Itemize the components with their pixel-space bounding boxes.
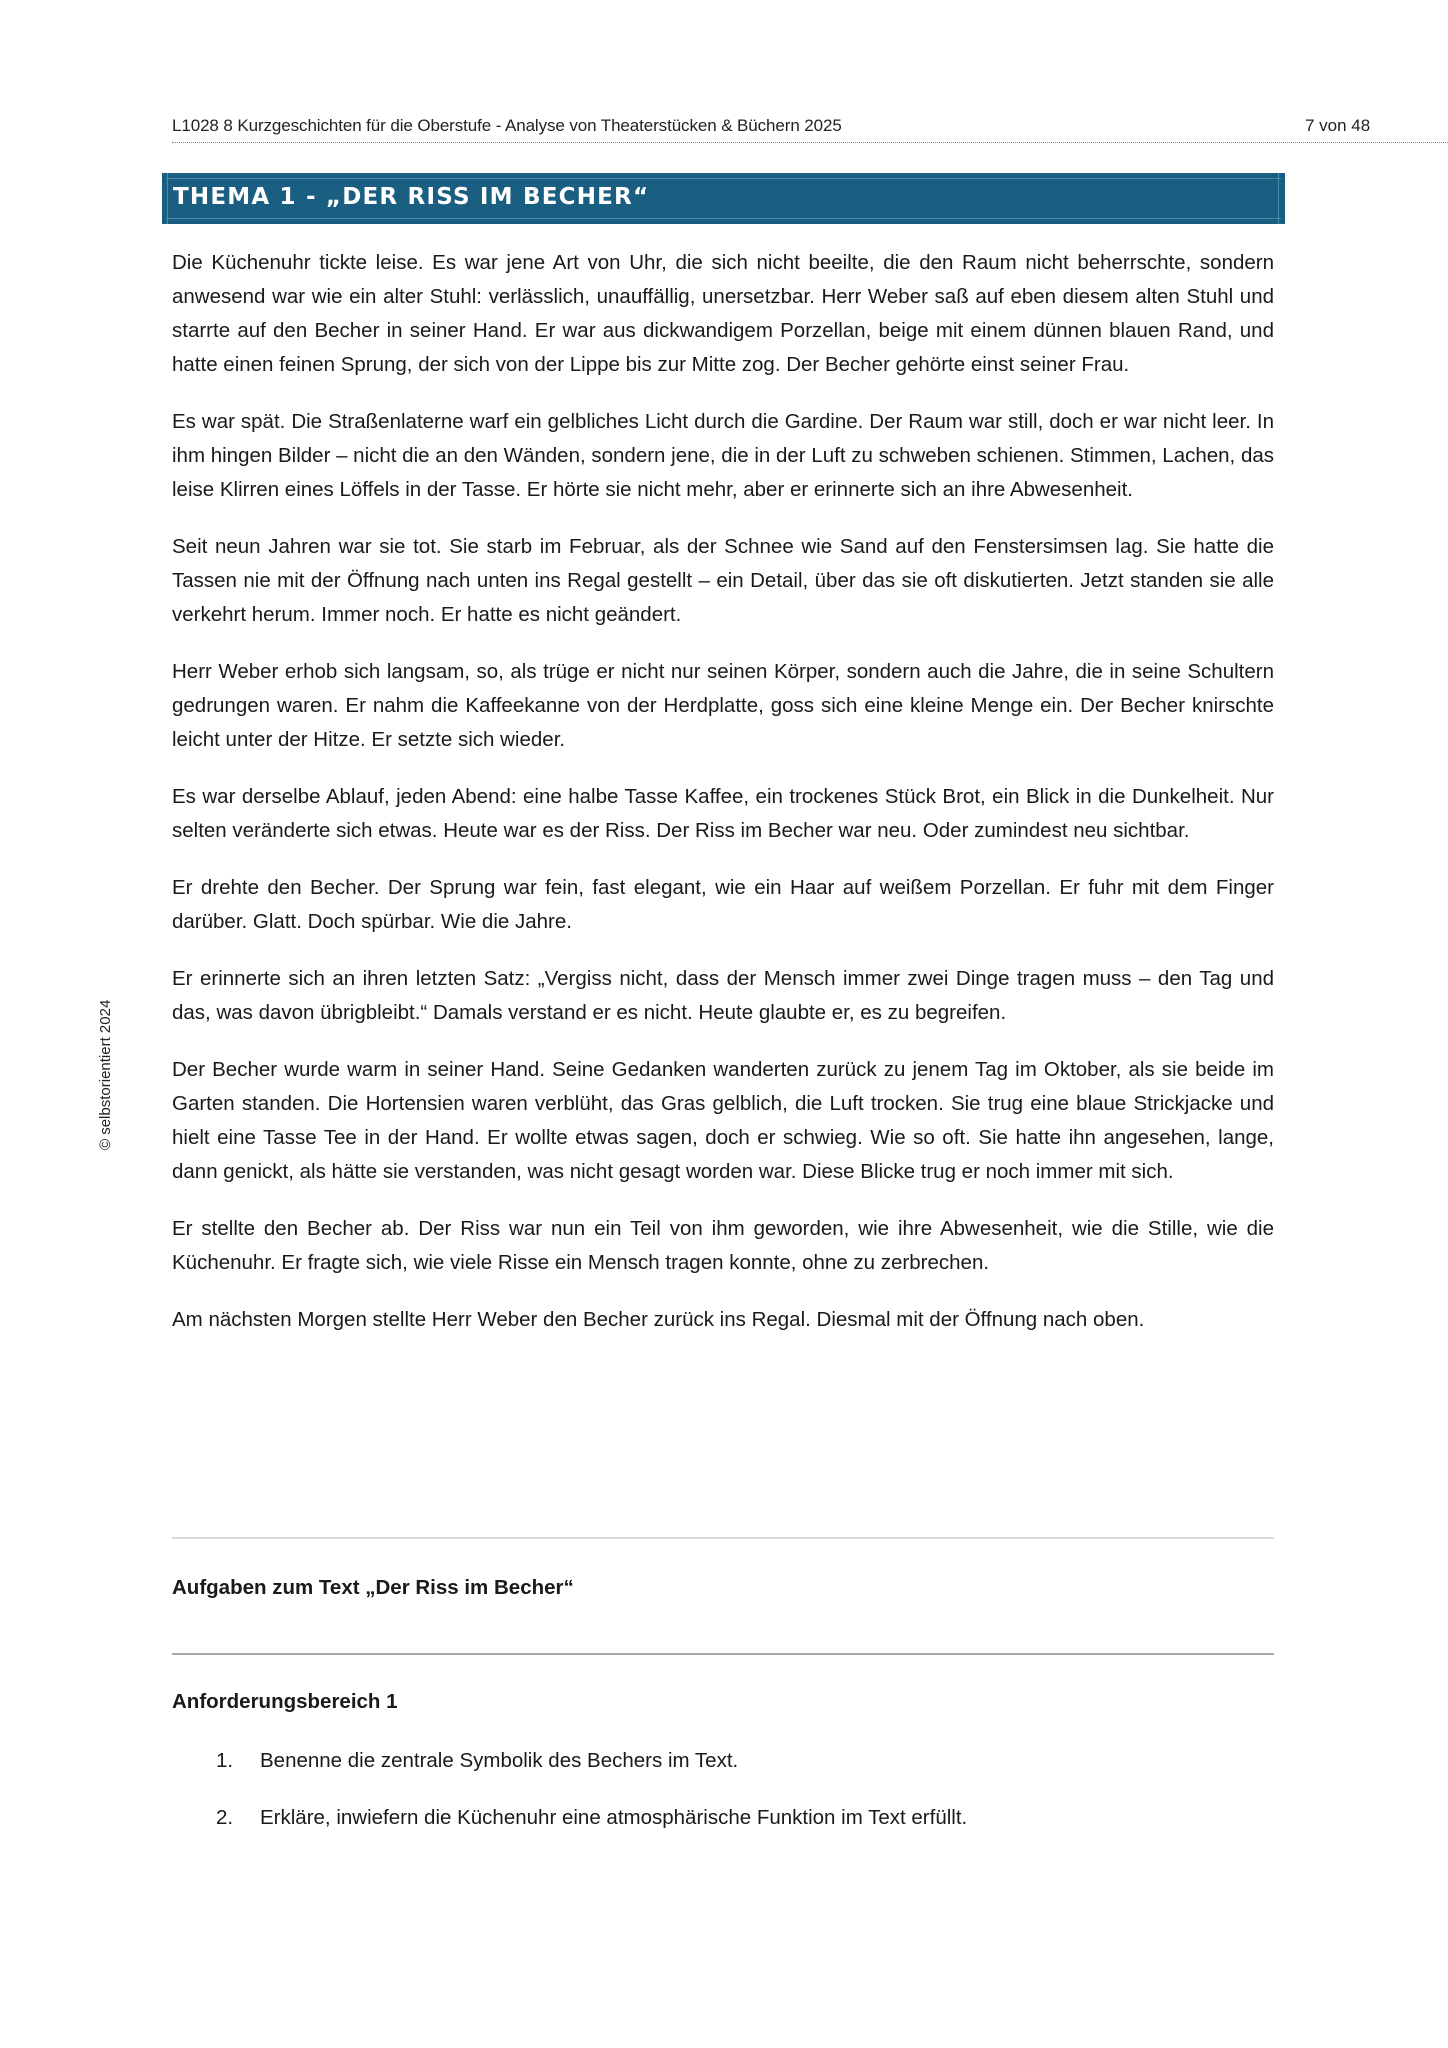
story-paragraph: Seit neun Jahren war sie tot. Sie starb im Februar, als der Schnee wie Sand auf den Fenstersimsen lag. Sie hatte die Tassen nie mit der Öffnung nach unten ins Regal gestellt – ein Detail, über das sie oft diskutierten. Jetzt standen sie alle verkehrt herum. Immer noch. Er hatte es nicht geändert. <box>172 535 1274 626</box>
tasks-heading: Aufgaben zum Text „Der Riss im Becher“ <box>172 1576 574 1599</box>
story-paragraph: Herr Weber erhob sich langsam, so, als trüge er nicht nur seinen Körper, sondern auch die Jahre, die in seine Schultern gedrungen waren. Er nahm die Kaffeekanne von der Herdplatte, goss sich eine kleine Menge ein. Der Becher knirschte leicht unter der Hitze. Er setzte sich wieder. <box>172 660 1274 751</box>
story-paragraph: Er stellte den Becher ab. Der Riss war nun ein Teil von ihm geworden, wie ihre Abwesenheit, wie die Stille, wie die Küchenuhr. Er fragte sich, wie viele Risse ein Mensch tragen konnte, ohne zu zerbrechen. <box>172 1217 1274 1274</box>
divider-top <box>172 1537 1274 1539</box>
task-text: Benenne die zentrale Symbolik des Bechers im Text. <box>260 1749 739 1772</box>
story-body <box>172 246 1274 1360</box>
theme-title: THEMA 1 - „DER RISS IM BECHER“ <box>173 184 650 210</box>
story-paragraph: Der Becher wurde warm in seiner Hand. Seine Gedanken wanderten zurück zu jenem Tag im Oktober, als sie beide im Garten standen. Die Hortensien waren verblüht, das Gras gelblich, die Luft trocken. Sie trug eine blaue Strickjacke und hielt eine Tasse Tee in der Hand. Er wollte etwas sagen, doch er schwieg. Wie so oft. Sie hatte ihn angesehen, lange, dann genickt, als hätte sie verstanden, was nicht gesagt worden war. Diese Blicke trug er noch immer mit sich. <box>172 1058 1274 1183</box>
story-paragraph: Es war derselbe Ablauf, jeden Abend: eine halbe Tasse Kaffee, ein trockenes Stück Brot, ein Blick in die Dunkelheit. Nur selten veränderte sich etwas. Heute war es der Riss. Der Riss im Becher war neu. Oder zumindest neu sichtbar. <box>172 785 1274 842</box>
task-item <box>172 1744 1274 1778</box>
task-number: 1. <box>216 1749 234 1772</box>
story-paragraph: Es war spät. Die Straßenlaterne warf ein gelbliches Licht durch die Gardine. Der Raum war still, doch er war nicht leer. In ihm hingen Bilder – nicht die an den Wänden, sondern jene, die in der Luft zu schweben schienen. Stimmen, Lachen, das leise Klirren eines Löffels in der Tasse. Er hörte sie nicht mehr, aber er erinnerte sich an ihre Abwesenheit. <box>172 410 1274 501</box>
document-title: L1028 8 Kurzgeschichten für die Oberstufe - Analyse von Theaterstücken & Büchern 2025 <box>172 116 842 135</box>
copyright-notice: © selbstorientiert 2024 <box>97 999 114 1150</box>
page-number: 7 von 48 <box>1305 116 1371 135</box>
task-list <box>172 1744 1274 1858</box>
story-paragraph: Er drehte den Becher. Der Sprung war fein, fast elegant, wie ein Haar auf weißem Porzellan. Er fuhr mit dem Finger darüber. Glatt. Doch spürbar. Wie die Jahre. <box>172 876 1274 933</box>
task-number: 2. <box>216 1806 234 1829</box>
theme-title-bar <box>162 173 1285 224</box>
task-item <box>172 1801 1274 1835</box>
page-header <box>172 114 1448 143</box>
story-paragraph: Am nächsten Morgen stellte Herr Weber den Becher zurück ins Regal. Diesmal mit der Öffnung nach oben. <box>172 1308 1145 1331</box>
story-paragraph: Er erinnerte sich an ihren letzten Satz: „Vergiss nicht, dass der Mensch immer zwei Dinge tragen muss – den Tag und das, was davon übrigbleibt.“ Damals verstand er es nicht. Heute glaubte er, es zu begreifen. <box>172 967 1274 1024</box>
section-heading: Anforderungsbereich 1 <box>172 1690 398 1713</box>
task-text: Erkläre, inwiefern die Küchenuhr eine atmosphärische Funktion im Text erfüllt. <box>260 1806 968 1829</box>
story-paragraph: Die Küchenuhr tickte leise. Es war jene Art von Uhr, die sich nicht beeilte, die den Raum nicht beherrschte, sondern anwesend war wie ein alter Stuhl: verlässlich, unauffällig, unersetzbar. Herr Weber saß auf eben diesem alten Stuhl und starrte auf den Becher in seiner Hand. Er war aus dickwandigem Porzellan, beige mit einem dünnen blauen Rand, und hatte einen feinen Sprung, der sich von der Lippe bis zur Mitte zog. Der Becher gehörte einst seiner Frau. <box>172 251 1274 376</box>
divider-bottom <box>172 1653 1274 1655</box>
